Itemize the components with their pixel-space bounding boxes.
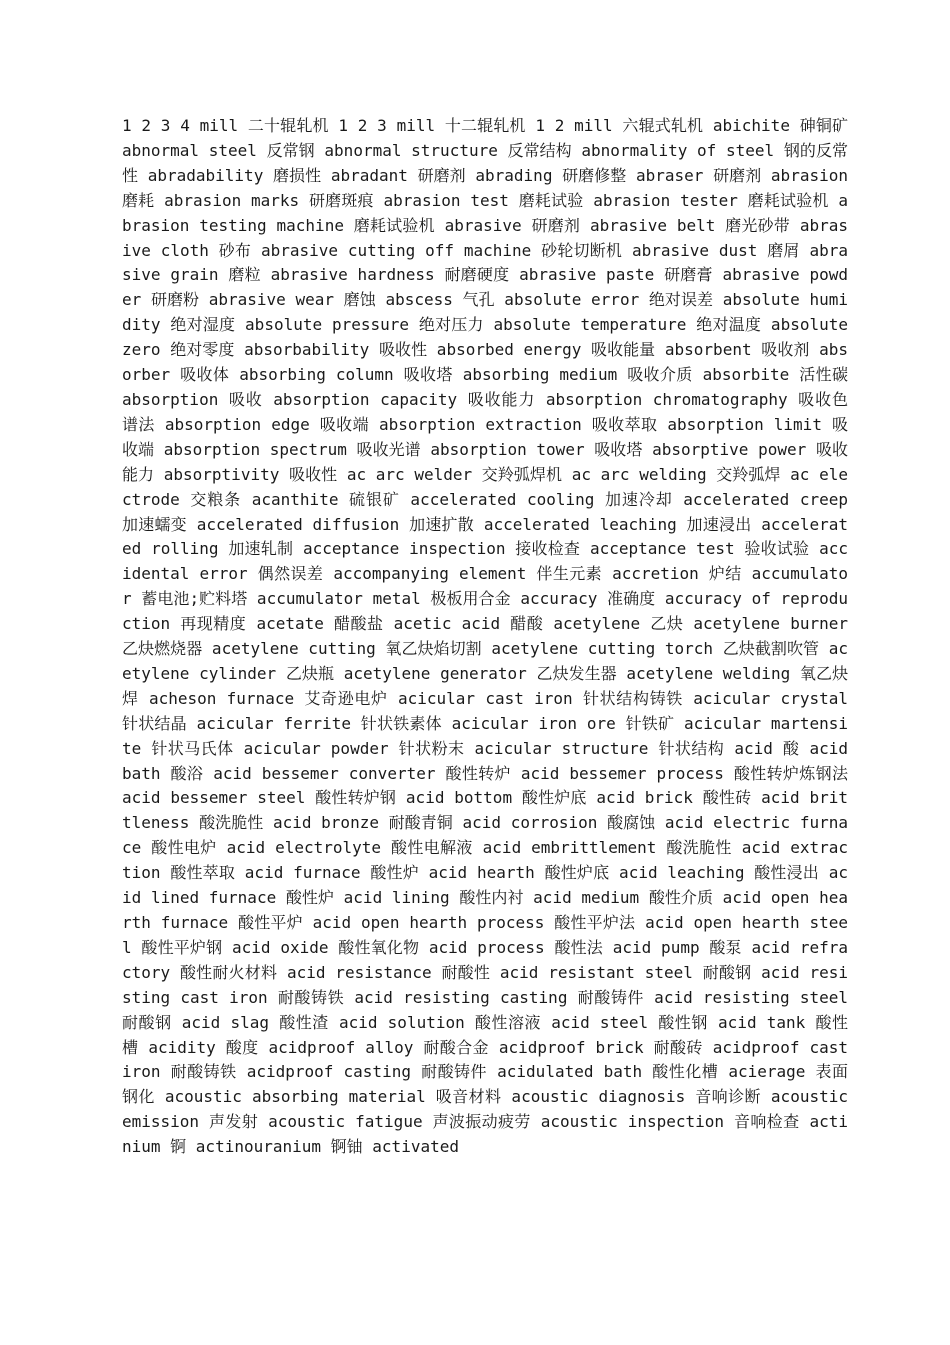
glossary-text: 1 2 3 4 mill 二十辊轧机 1 2 3 mill 十二辊轧机 1 2 mill 六辊式轧机 abichite 砷铜矿 abnormal steel 反常钢 abnormal structure 反常结构 abnormality of steel 钢的反常性 abradability 磨损性 abradant 研磨剂 abrading 研磨修整 abraser 研磨剂 abrasion 磨耗 abrasion marks 研磨斑痕 abrasion test 磨耗试验 abrasion tester 磨耗试验机 abrasion testing machine 磨耗试验机 abrasive 研磨剂 abrasive belt 磨光砂带 abrasive cloth 砂布 abrasive cutting off machine 砂轮切断机 abrasive dust 磨屑 abrasive grain 磨粒 abrasive hardness 耐磨硬度 abrasive paste 研磨膏 abrasive powder 研磨粉 abrasive wear 磨蚀 abscess 气孔 absolute error 绝对误差 absolute humidity 绝对湿度 absolute pressure 绝对压力 absolute temperature 绝对温度 absolute zero 绝对零度 absorbability 吸收性 absorbed energy 吸收能量 absorbent 吸收剂 absorber 吸收体 absorbing column 吸收塔 absorbing medium 吸收介质 absorbite 活性碳 absorption 吸收 absorption capacity 吸收能力 absorption chromatography 吸收色谱法 absorption edge 吸收端 absorption extraction 吸收萃取 absorption limit 吸收端 absorption spectrum 吸收光谱 absorption tower 吸收塔 absorptive power 吸收能力 absorptivity 吸收性 ac arc welder 交羚弧焊机 ac arc welding 交羚弧焊 ac electrode 交粮条 acanthite 硫银矿 accelerated cooling 加速冷却 accelerated creep 加速蠕变 accelerated diffusion 加速扩散 accelerated leaching 加速浸出 accelerated rolling 加速轧制 acceptance inspection 接收检查 acceptance test 验收试验 accidental error 偶然误差 accompanying element 伴生元素 accretion 炉结 accumulator 蓄电池;贮料塔 accumulator metal 极板用合金 accuracy 准确度 accuracy of reproduction 再现精度 acetate 醋酸盐 acetic acid 醋酸 acetylene 乙炔 acetylene burner 乙炔燃烧器 acetylene cutting 氧乙炔焰切割 acetylene cutting torch 乙炔截割吹管 acetylene cylinder 乙炔瓶 acetylene generator 乙炔发生器 acetylene welding 氧乙炔焊 acheson furnace 艾奇逊电炉 acicular cast iron 针状结构铸铁 acicular crystal 针状结晶 acicular ferrite 针状铁素体 acicular iron ore 针铁矿 acicular martensite 针状马氏体 acicular powder 针状粉末 acicular structure 针状结构 acid 酸 acid bath 酸浴 acid bessemer converter 酸性转炉 acid bessemer process 酸性转炉炼钢法 acid bessemer steel 酸性转炉钢 acid bottom 酸性炉底 acid brick 酸性砖 acid brittleness 酸洗脆性 acid bronze 耐酸青铜 acid corrosion 酸腐蚀 acid electric furnace 酸性电炉 acid electrolyte 酸性电解液 acid embrittlement 酸洗脆性 acid extraction 酸性萃取 acid furnace 酸性炉 acid hearth 酸性炉底 acid leaching 酸性浸出 acid lined furnace 酸性炉 acid lining 酸性内衬 acid medium 酸性介质 acid open hearth furnace 酸性平炉 acid open hearth process 酸性平炉法 acid open hearth steel 酸性平炉钢 acid oxide 酸性氧化物 acid process 酸性法 acid pump 酸泵 acid refractory 酸性耐火材料 acid resistance 耐酸性 acid resistant steel 耐酸钢 acid resisting cast iron 耐酸铸铁 acid resisting casting 耐酸铸件 acid resisting steel 耐酸钢 acid slag 酸性渣 acid solution 酸性溶液 acid steel 酸性钢 acid tank 酸性槽 acidity 酸度 acidproof alloy 耐酸合金 acidproof brick 耐酸砖 acidproof cast iron 耐酸铸铁 acidproof casting 耐酸铸件 acidulated bath 酸性化槽 acierage 表面钢化 acoustic absorbing material 吸音材料 acoustic diagnosis 音响诊断 acoustic emission 声发射 acoustic fatigue 声波振动疲劳 acoustic inspection 音响检查 actinium 锕 actinouranium 锕铀 activated <box>122 116 848 1157</box>
